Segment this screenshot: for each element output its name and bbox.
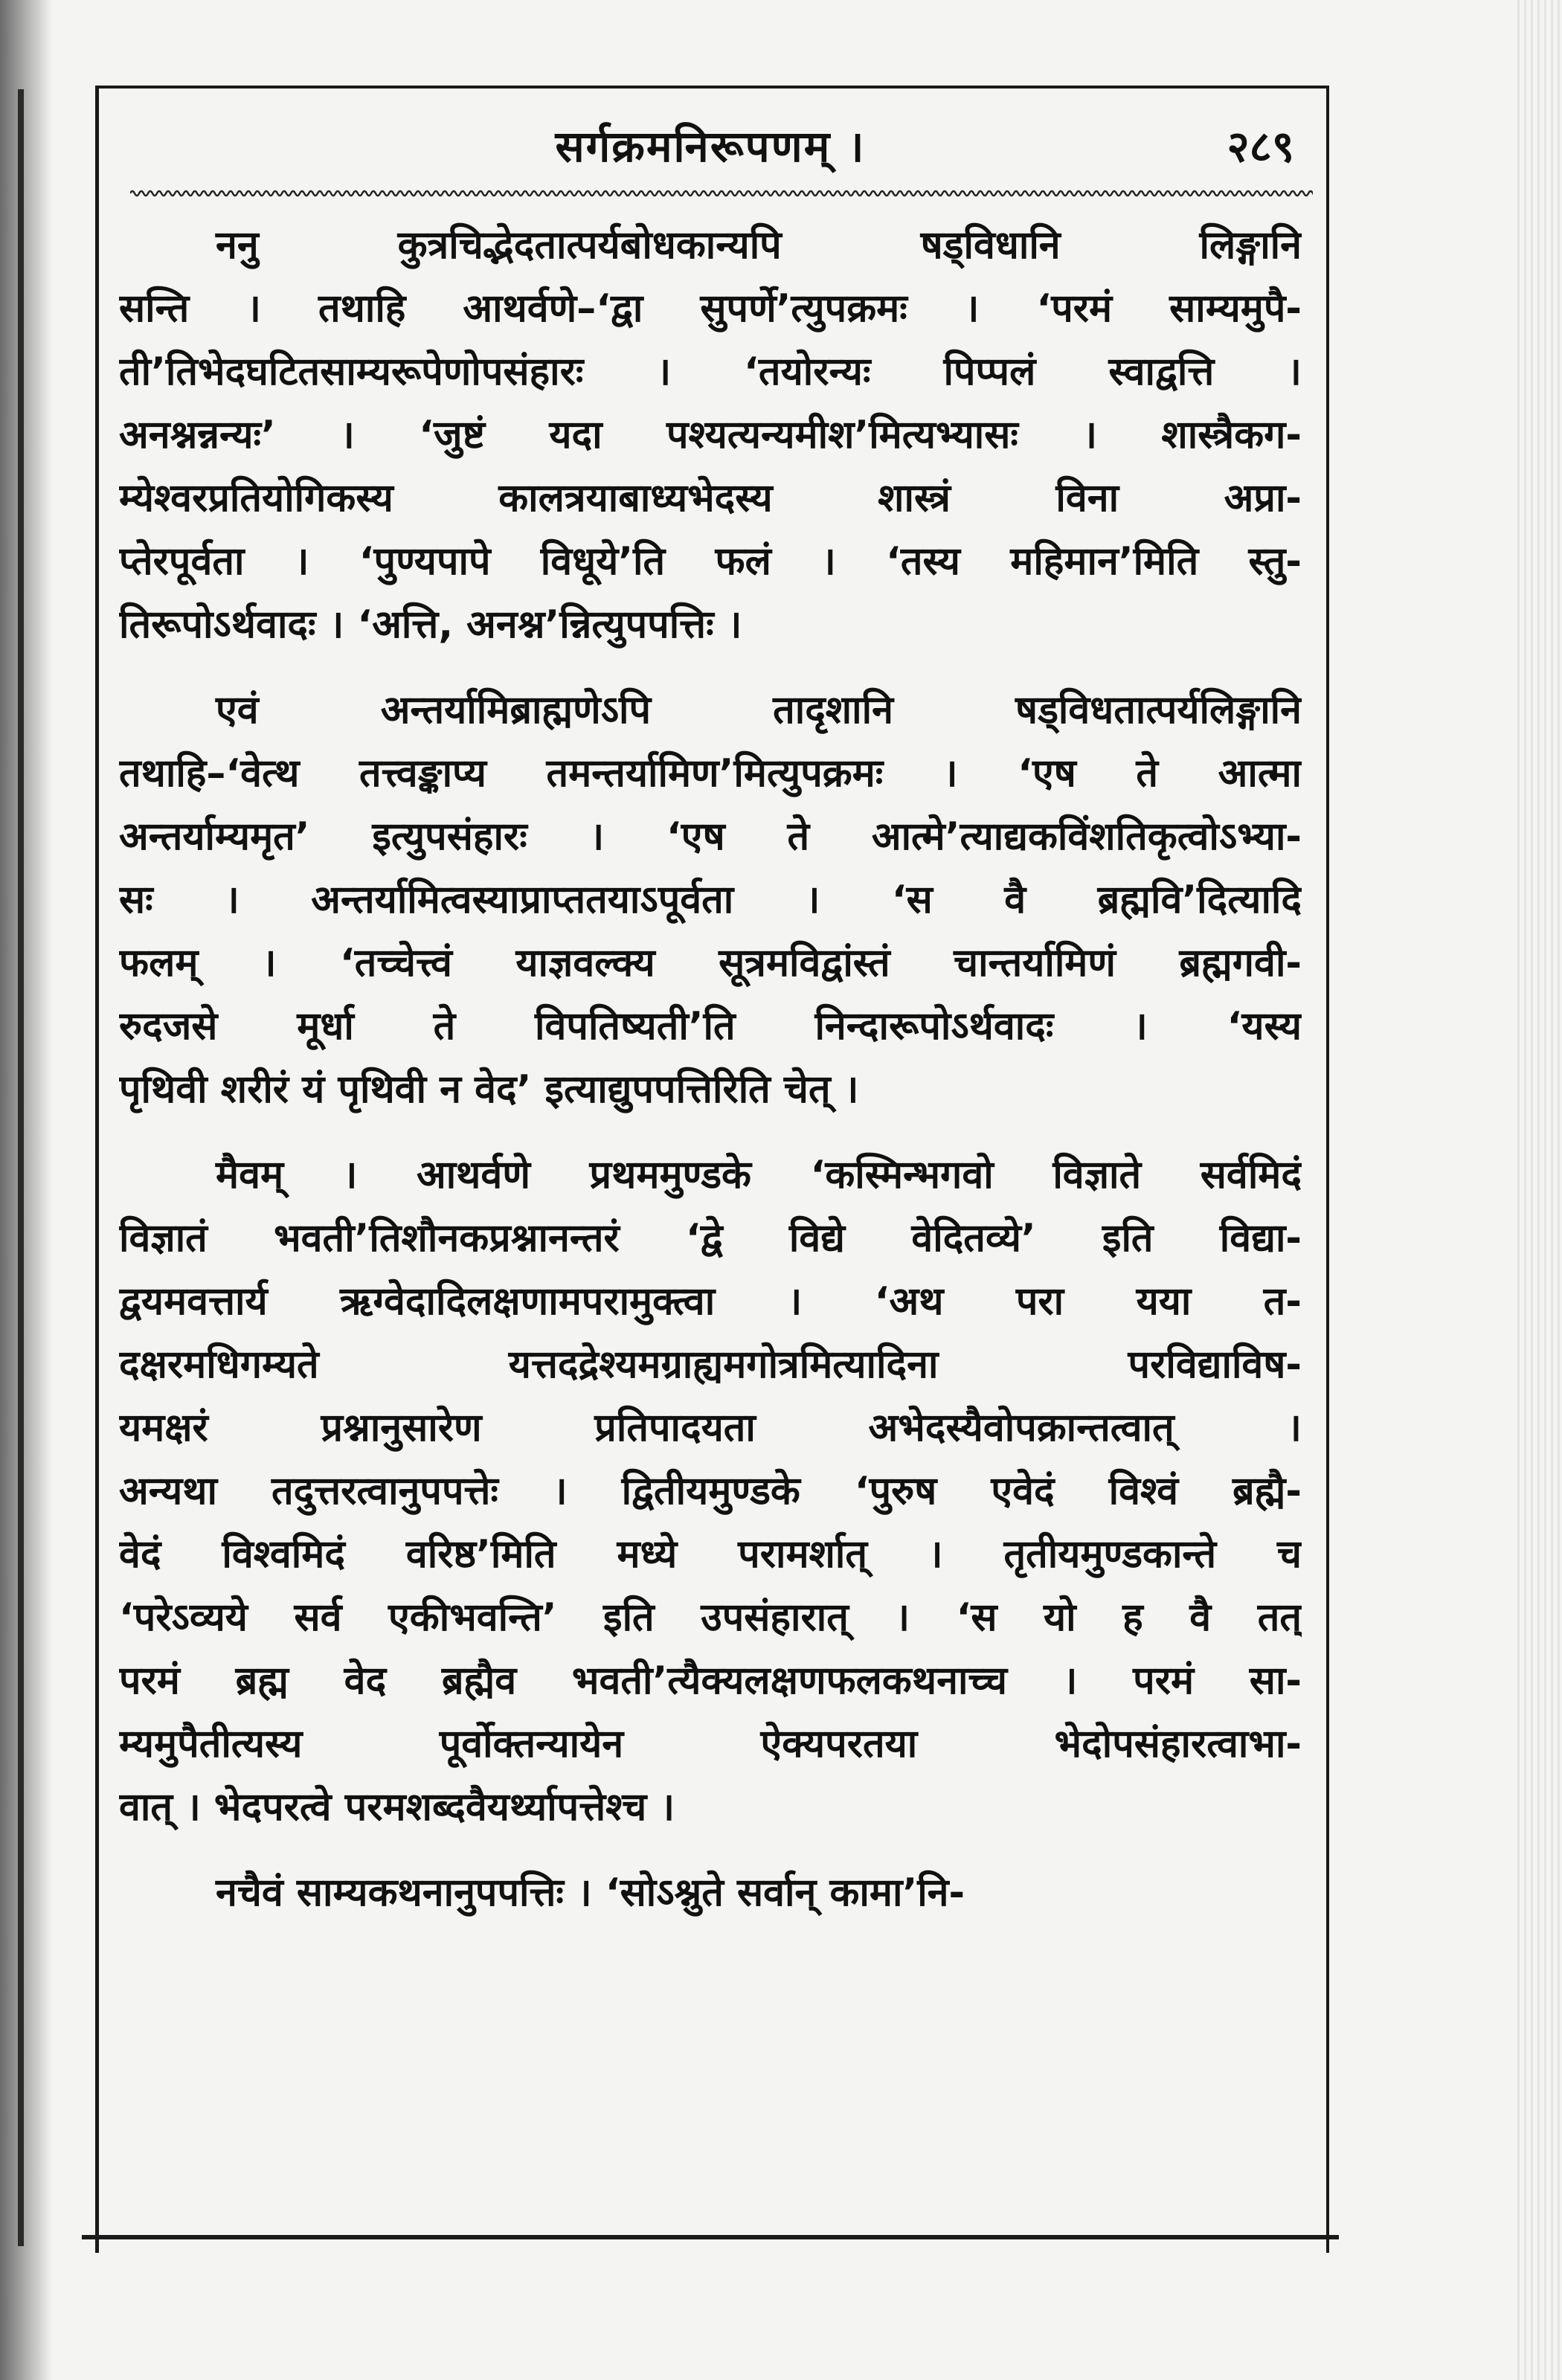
text-line: परमं ब्रह्म वेद ब्रह्मैव भवती’त्यैक्यलक्षणफलकथनाच्च । परमं सा- xyxy=(119,1659,1302,1703)
text-line: यमक्षरं प्रश्नानुसारेण प्रतिपादयता अभेदस्यैवोपक्रान्तत्वात् । xyxy=(119,1406,1302,1450)
text-line: म्येश्वरप्रतियोगिकस्य कालत्रयाबाध्यभेदस्य शास्त्रं विना अप्रा- xyxy=(119,476,1302,521)
text-line: तथाहि–‘वेत्थ तत्त्वङ्काप्य तमन्तर्यामिण’मित्युपक्रमः । ‘एष ते आत्मा xyxy=(119,751,1302,796)
text-line: पृथिवी शरीरं यं पृथिवी न वेद’ इत्याद्युपपत्तिरिति चेत् । xyxy=(119,1067,859,1112)
paragraph xyxy=(119,679,1302,1122)
text-line: ती’तिभेदघटितसाम्यरूपेणोपसंहारः । ‘तयोरन्यः पिप्पलं स्वाद्वत्ति । xyxy=(119,350,1302,394)
text-line: विज्ञातं भवती’तिशौनकप्रश्नानन्तरं ‘द्वे विद्ये वेदितव्ये’ इति विद्या- xyxy=(119,1216,1302,1261)
text-line: रुदजसे मूर्धा ते विपतिष्यती’ति निन्दारूपोऽर्थवादः । ‘यस्य xyxy=(119,1004,1302,1049)
text-line: द्वयमवत्तार्य ऋग्वेदादिलक्षणामपरामुक्त्वा । ‘अथ परा यया त- xyxy=(119,1279,1302,1324)
bottom-rule xyxy=(82,2235,1339,2239)
text-line: दक्षरमधिगम्यते यत्तदद्रेश्यमग्राह्यमगोत्रमित्यादिना परविद्याविष- xyxy=(119,1342,1302,1387)
body-text xyxy=(119,214,1302,1947)
text-line: मैवम् । आथर्वणे प्रथममुण्डके ‘कस्मिन्भगवो विज्ञाते सर्वमिदं xyxy=(216,1153,1302,1197)
text-line: सन्ति । तथाहि आथर्वणे–‘द्वा सुपर्णे’त्युपक्रमः । ‘परमं साम्यमुपै- xyxy=(119,286,1302,331)
text-line: म्यमुपैतीत्यस्य पूर्वोक्तन्यायेन ऐक्यपरतया भेदोपसंहारत्वाभा- xyxy=(119,1722,1302,1766)
running-header xyxy=(112,115,1309,182)
page-title: सर्गक्रमनिरूपणम् । xyxy=(555,121,866,172)
page-number: २८९ xyxy=(1227,121,1294,172)
text-line: नचैवं साम्यकथनानुपपत्तिः । ‘सोऽश्नुते सर्वान् कामा’नि- xyxy=(216,1871,965,1915)
text-line: वेदं विश्वमिदं वरिष्ठ’मिति मध्ये परामर्शात् । तृतीयमुण्डकान्ते च xyxy=(119,1532,1302,1577)
text-line: एवं अन्तर्यामिब्राह्मणेऽपि तादृशानि षड्विधतात्पर्यलिङ्गानि xyxy=(216,688,1302,733)
book-binding-shadow xyxy=(0,0,52,2380)
text-line: वात् । भेदपरत्वे परमशब्दवैयर्थ्यापत्तेश्च । xyxy=(119,1785,675,1830)
spine-edge-line xyxy=(18,89,24,2246)
page-stack-edge xyxy=(1517,0,1562,2380)
text-line: ‘परेऽव्यये सर्व एकीभवन्ति’ इति उपसंहारात् । ‘स यो ह वै तत् xyxy=(119,1595,1302,1640)
text-line: अनश्नन्नन्यः’ । ‘जुष्टं यदा पश्यत्यन्यमीश’मित्यभ्यासः । शास्त्रैकग- xyxy=(119,413,1302,457)
paragraph xyxy=(119,1862,1302,1925)
text-line: अन्यथा तदुत्तरत्वानुपपत्तेः । द्वितीयमुण्डके ‘पुरुष एवेदं विश्वं ब्रह्मै- xyxy=(119,1469,1302,1514)
text-line: सः । अन्तर्यामित्वस्याप्राप्ततयाऽपूर्वता । ‘स वै ब्रह्मवि’दित्यादि xyxy=(119,878,1302,922)
text-line: ननु कुत्रचिद्भेदतात्पर्यबोधकान्यपि षड्विधानि लिङ्गानि xyxy=(216,223,1302,268)
text-line: तिरूपोऽर्थवादः । ‘अत्ति, अनश्न’न्नित्युपपत्तिः । xyxy=(119,602,742,647)
text-line: अन्तर्याम्यमृत’ इत्युपसंहारः । ‘एष ते आत्मे’त्याद्यकविंशतिकृत्वोऽभ्या- xyxy=(119,814,1302,859)
text-line: फलम् । ‘तच्चेत्त्वं याज्ञवल्क्य सूत्रमविद्वांस्तं चान्तर्यामिणं ब्रह्मगवी- xyxy=(119,941,1302,985)
paragraph xyxy=(119,1144,1302,1839)
text-line: प्तेरपूर्वता । ‘पुण्यपापे विधूये’ति फलं । ‘तस्य महिमान’मिति स्तु- xyxy=(119,539,1302,584)
paragraph xyxy=(119,214,1302,657)
header-wavy-rule xyxy=(130,187,1313,199)
